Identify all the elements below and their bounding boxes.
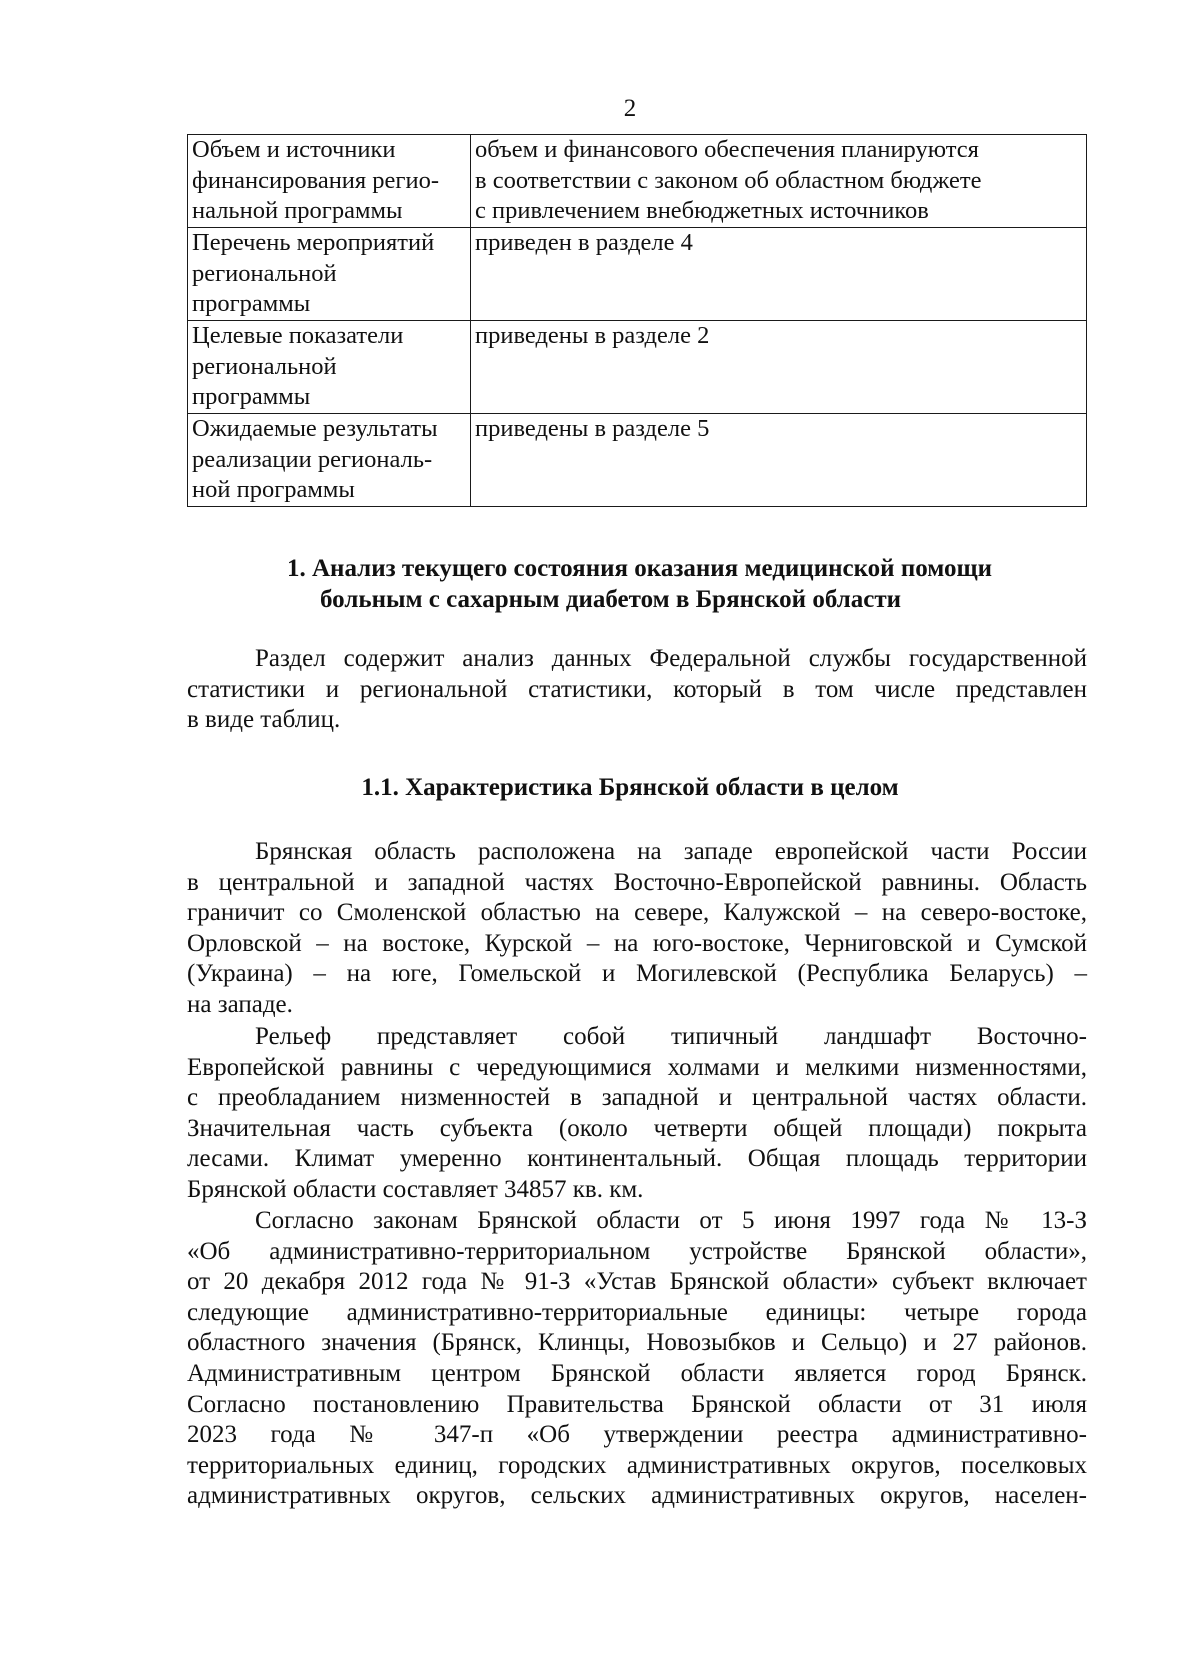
- section-1-1-heading: 1.1. Характеристика Брянской области в целом: [361, 774, 899, 801]
- section-1-heading: [287, 553, 1107, 615]
- text-line: Раздел содержит анализ данных Федеральной службы государственной: [255, 645, 1087, 672]
- text-line: граничит со Смоленской областью на севере, Калужской – на северо-востоке,: [187, 899, 1087, 927]
- table-cell-value: приведены в разделе 5: [471, 414, 1087, 507]
- text-line: Согласно законам Брянской области от 5 июня 1997 года № 13-З: [255, 1207, 1087, 1234]
- table-row: [188, 321, 1087, 414]
- text-line: с преобладанием низменностей в западной и центральной частях области.: [187, 1084, 1087, 1112]
- section-1-paragraph: [187, 644, 1087, 736]
- table-row: [188, 228, 1087, 321]
- text-line: Брянской области составляет 34857 кв. км.: [187, 1175, 644, 1203]
- table-cell-label: Ожидаемые результаты реализации региональ- ной программы: [188, 414, 471, 507]
- text-line: Согласно постановлению Правительства Брянской области от 31 июля: [187, 1390, 1087, 1418]
- table-cell-value: объем и финансового обеспечения планируются в соответствии с законом об областном бюджете с привлечением внебюджетных источников: [471, 135, 1087, 228]
- table-cell-label: Целевые показатели региональной программы: [188, 321, 471, 414]
- page-number: 2: [623, 95, 637, 122]
- text-line: Административным центром Брянской области является город Брянск.: [187, 1359, 1087, 1387]
- text-line: 2023 года № 347-п «Об утверждении реестра административно-: [187, 1421, 1087, 1449]
- section-1-1-paragraph-2: [187, 1022, 1087, 1206]
- text-line: Значительная часть субъекта (около четверти общей площади) покрыта: [187, 1114, 1087, 1142]
- text-line: Брянская область расположена на западе европейской части России: [255, 838, 1087, 865]
- program-passport-table: [187, 134, 1087, 507]
- text-line: «Об административно-территориальном устройстве Брянской области»,: [187, 1237, 1087, 1265]
- section-1-1-paragraph-3: [187, 1206, 1087, 1512]
- text-line: областного значения (Брянск, Клинцы, Новозыбков и Сельцо) и 27 районов.: [187, 1329, 1087, 1357]
- text-line: статистики и региональной статистики, который в том числе представлен: [187, 675, 1087, 703]
- table-cell-value: приведен в разделе 4: [471, 228, 1087, 321]
- text-line: от 20 декабря 2012 года № 91-З «Устав Брянской области» субъект включает: [187, 1268, 1087, 1296]
- table-row: [188, 414, 1087, 507]
- section-1-1-paragraph-1: [187, 837, 1087, 1021]
- section-1-heading-line: больным с сахарным диабетом в Брянской области: [320, 586, 902, 613]
- text-line: Орловской – на востоке, Курской – на юго-востоке, Черниговской и Сумской: [187, 929, 1087, 957]
- text-line: административных округов, сельских административных округов, населен-: [187, 1482, 1087, 1510]
- text-line: в центральной и западной частях Восточно-Европейской равнины. Область: [187, 868, 1087, 896]
- table-row: [188, 135, 1087, 228]
- text-line: лесами. Климат умеренно континентальный. Общая площадь территории: [187, 1145, 1087, 1173]
- table-cell-label: Перечень мероприятий региональной программы: [188, 228, 471, 321]
- text-line: на западе.: [187, 990, 293, 1018]
- section-1-heading-line: 1. Анализ текущего состояния оказания медицинской помощи: [287, 555, 992, 582]
- text-line: следующие административно-территориальные единицы: четыре города: [187, 1298, 1087, 1326]
- text-line: (Украина) – на юге, Гомельской и Могилевской (Республика Беларусь) –: [187, 960, 1087, 988]
- text-line: Европейской равнины с чередующимися холмами и мелкими низменностями,: [187, 1053, 1087, 1081]
- text-line: в виде таблиц.: [187, 706, 341, 734]
- text-line: территориальных единиц, городских административных округов, поселковых: [187, 1451, 1087, 1479]
- table-cell-label: Объем и источники финансирования регио- нальной программы: [188, 135, 471, 228]
- text-line: Рельеф представляет собой типичный ландшафт Восточно-: [255, 1023, 1087, 1050]
- table-cell-value: приведены в разделе 2: [471, 321, 1087, 414]
